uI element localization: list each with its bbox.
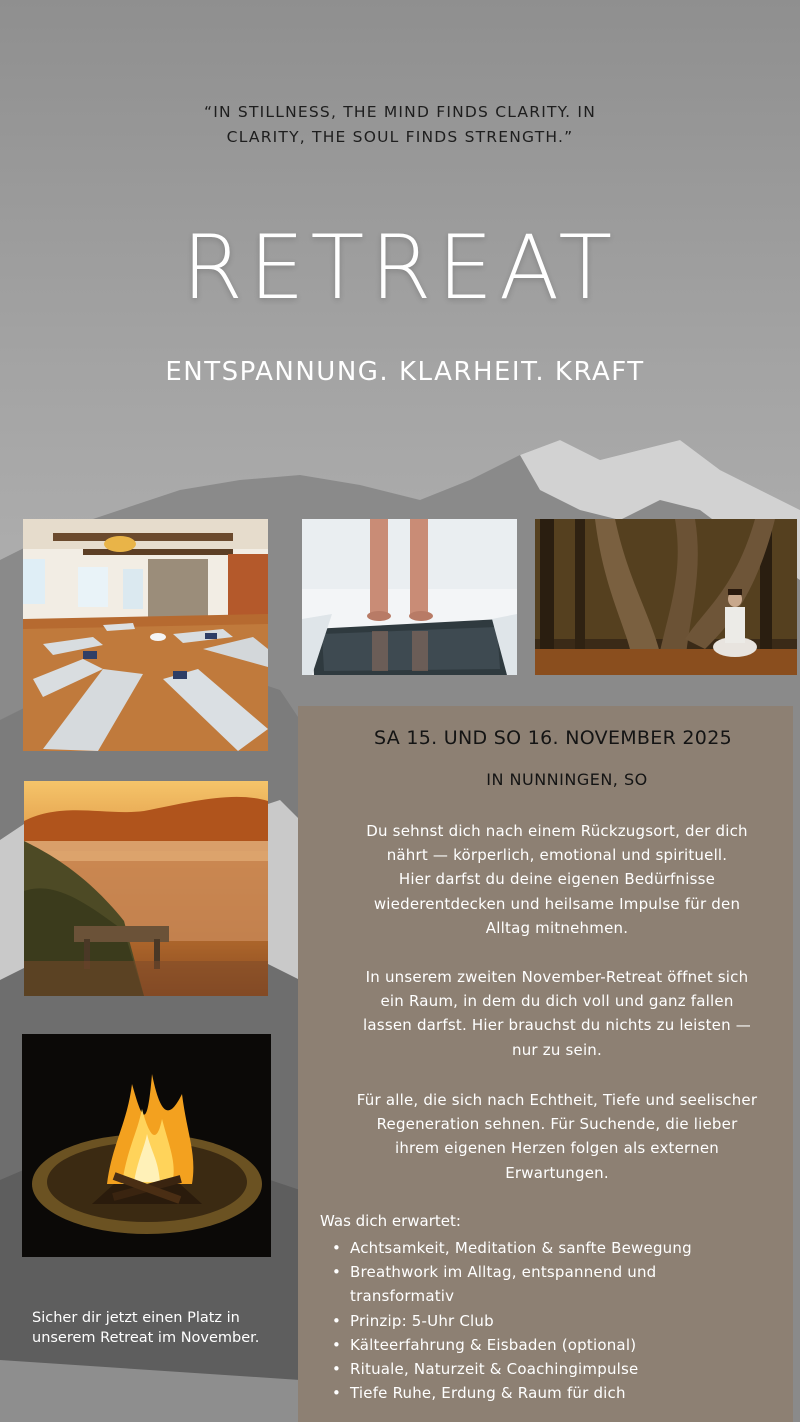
ice-bath-photo xyxy=(302,519,517,675)
forest-meditation-photo xyxy=(535,519,797,675)
paragraph-line: lassen darfst. Hier brauchst du nichts zu leisten — xyxy=(363,1016,751,1035)
quote-line: CLARITY, THE SOUL FINDS STRENGTH.” xyxy=(226,128,574,146)
list-item-text: Breathwork im Alltag, entspannend und xyxy=(350,1263,657,1282)
list-item: • Prinzip: 5-Uhr Club xyxy=(332,1311,494,1330)
event-date: SA 15. UND SO 16. NOVEMBER 2025 xyxy=(374,727,732,749)
cta-line: unserem Retreat im November. xyxy=(32,1330,260,1346)
event-location: IN NUNNINGEN, SO xyxy=(486,770,648,789)
page-title: RETREAT xyxy=(181,216,619,319)
quote-line: “IN STILLNESS, THE MIND FINDS CLARITY. IN xyxy=(204,103,596,121)
quote xyxy=(0,100,800,150)
paragraph-line: In unserem zweiten November-Retreat öffnet sich xyxy=(365,968,749,986)
expect-heading: Was dich erwartet: xyxy=(320,1212,461,1230)
paragraph-line: nährt — körperlich, emotional und spirituell. xyxy=(386,846,728,865)
description-paragraph xyxy=(312,819,800,940)
list-item-text: Kälteerfahrung & Eisbaden (optional) xyxy=(350,1335,637,1354)
cta-line: Sicher dir jetzt einen Platz in xyxy=(32,1310,240,1326)
call-to-action xyxy=(32,1308,302,1348)
campfire-photo xyxy=(22,1034,271,1257)
description-paragraph xyxy=(312,965,800,1062)
paragraph-line: Hier darfst du deine eigenen Bedürfnisse xyxy=(398,870,716,889)
paragraph-line: Erwartungen. xyxy=(505,1163,609,1182)
expect-list xyxy=(322,1236,692,1405)
list-item-text: Rituale, Naturzeit & Coachingimpulse xyxy=(350,1360,639,1379)
list-item-text: Tiefe Ruhe, Erdung & Raum für dich xyxy=(350,1384,626,1403)
paragraph-line: ihrem eigenen Herzen folgen als externen xyxy=(394,1139,720,1158)
list-item-text: Achtsamkeit, Meditation & sanfte Bewegung xyxy=(350,1239,692,1257)
description-paragraph xyxy=(312,1088,800,1185)
yoga-room-photo xyxy=(23,519,268,751)
list-item: • Achtsamkeit, Meditation & sanfte Bewegung xyxy=(332,1239,692,1257)
paragraph-line: Für alle, die sich nach Echtheit, Tiefe und seelischer xyxy=(356,1091,758,1109)
list-item: • Kälteerfahrung & Eisbaden (optional) xyxy=(332,1335,637,1354)
page-subtitle: ENTSPANNUNG. KLARHEIT. KRAFT xyxy=(165,357,645,387)
list-item: • Tiefe Ruhe, Erdung & Raum für dich xyxy=(332,1384,626,1403)
paragraph-line: Du sehnst dich nach einem Rückzugsort, der dich xyxy=(366,822,748,840)
list-item-text: transformativ xyxy=(350,1287,455,1306)
paragraph-line: Alltag mitnehmen. xyxy=(485,918,629,937)
list-item: • Breathwork im Alltag, entspannend und transformativ xyxy=(322,1260,692,1308)
paragraph-line: nur zu sein. xyxy=(512,1040,602,1059)
list-item-text: Prinzip: 5-Uhr Club xyxy=(350,1311,494,1330)
lake-sunrise-photo xyxy=(24,781,268,996)
paragraph-line: ein Raum, in dem du dich voll und ganz fallen xyxy=(380,992,734,1011)
list-item: • Rituale, Naturzeit & Coachingimpulse xyxy=(332,1360,639,1379)
paragraph-line: Regeneration sehnen. Für Suchende, die lieber xyxy=(376,1115,738,1134)
paragraph-line: wiederentdecken und heilsame Impulse für den xyxy=(373,894,741,913)
